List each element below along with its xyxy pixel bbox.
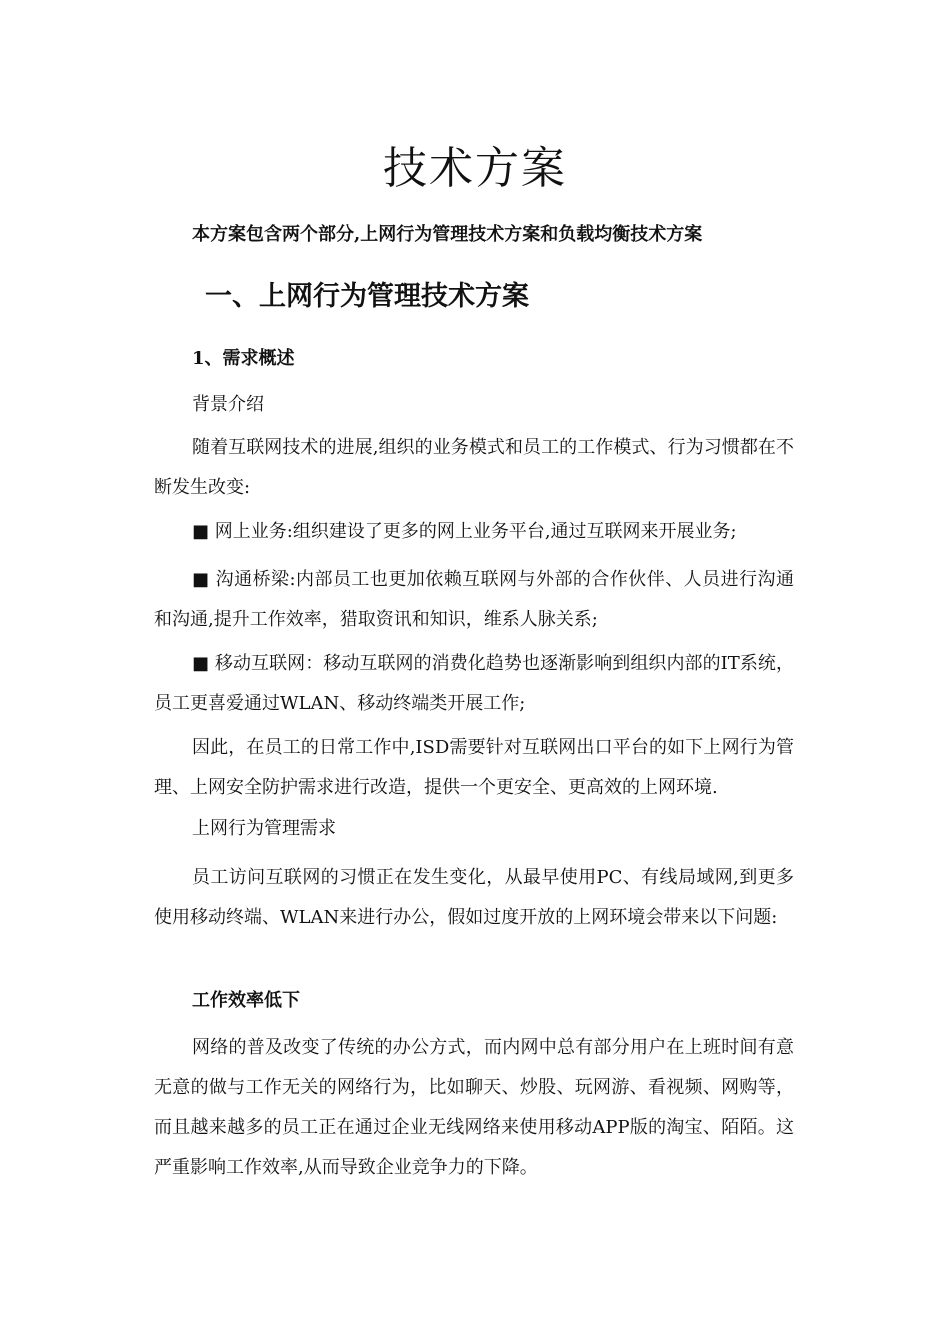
therefore-paragraph: 因此，在员工的日常工作中,ISD需要针对互联网出口平台的如下上网行为管理、上网安全防护需求进行改造，提供一个更安全、更高效的上网环境.	[154, 737, 794, 798]
requirements-label: 上网行为管理需求	[192, 818, 336, 839]
efficiency-paragraph: 网络的普及改变了传统的办公方式，而内网中总有部分用户在上班时间有意无意的做与工作无关的网络行为，比如聊天、炒股、玩网游、看视频、网购等，而且越来越多的员工正在通过企业无线网络来使用移动APP版的淘宝、陌陌。这严重影响工作效率,从而导致企业竞争力的下降。	[154, 1037, 794, 1178]
document-title: 技术方案	[383, 143, 567, 194]
bullet-item-online-business	[154, 512, 794, 552]
subsection-heading: 1、需求概述	[192, 348, 295, 369]
section-heading: 一、上网行为管理技术方案	[205, 281, 529, 312]
intro-text: 本方案包含两个部分,上网行为管理技术方案和负载均衡技术方案	[192, 224, 703, 245]
efficiency-heading: 工作效率低下	[192, 990, 300, 1011]
bullet-item-mobile-internet	[154, 644, 794, 724]
bullet-text: 移动互联网：移动互联网的消费化趋势也逐渐影响到组织内部的IT系统，员工更喜爱通过WLAN、移动终端类开展工作;	[154, 653, 794, 714]
bullet-item-communication	[154, 560, 794, 640]
background-paragraph: 随着互联网技术的进展,组织的业务模式和员工的工作模式、行为习惯都在不断发生改变:	[154, 437, 794, 498]
square-bullet-icon: ■	[192, 521, 210, 542]
bullet-text: 网上业务:组织建设了更多的网上业务平台,通过互联网来开展业务;	[214, 521, 737, 542]
square-bullet-icon: ■	[192, 653, 210, 674]
bullet-text: 沟通桥梁:内部员工也更加依赖互联网与外部的合作伙伴、人员进行沟通和沟通,提升工作效率，猎取资讯和知识，维系人脉关系;	[154, 569, 794, 630]
background-label: 背景介绍	[192, 394, 264, 415]
requirements-paragraph: 员工访问互联网的习惯正在发生变化，从最早使用PC、有线局域网,到更多使用移动终端、WLAN来进行办公，假如过度开放的上网环境会带来以下问题:	[154, 867, 794, 928]
square-bullet-icon: ■	[192, 569, 210, 590]
